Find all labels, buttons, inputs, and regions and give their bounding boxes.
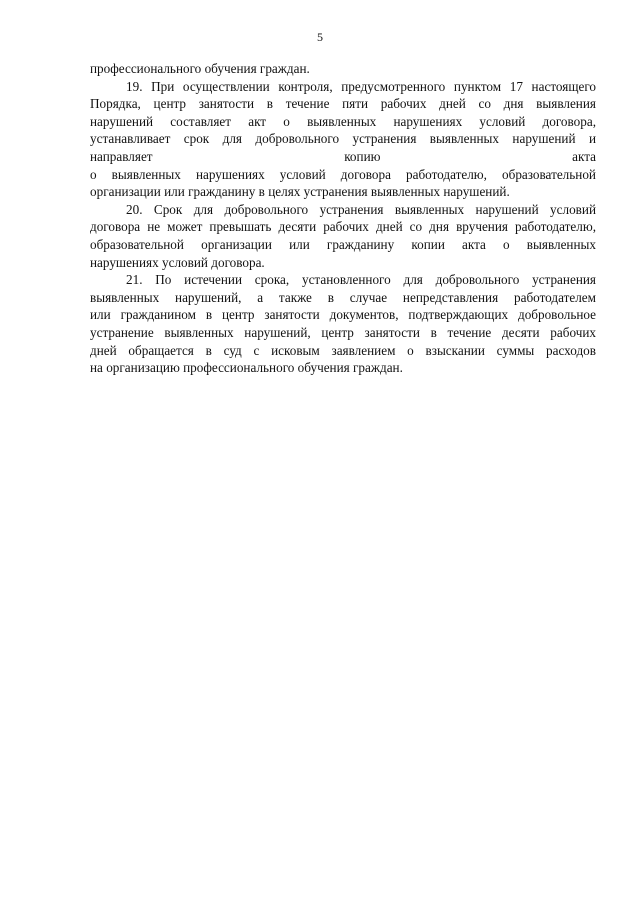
text-line: образовательной организации или гражданину копии акта о выявленных bbox=[90, 236, 596, 252]
text-line: или гражданином в центр занятости документов, подтверждающих добровольное bbox=[90, 307, 596, 323]
page-number: 5 bbox=[317, 30, 323, 44]
text-line: дней обращается в суд с исковым заявлением о взыскании суммы расходов bbox=[90, 342, 596, 358]
text-line: выявленных нарушений, а также в случае непредставления работодателем bbox=[90, 289, 596, 305]
text-line: нарушениях условий договора. bbox=[90, 254, 265, 270]
text-line: на организацию профессионального обучения граждан. bbox=[90, 360, 403, 376]
text-line: Порядка, центр занятости в течение пяти рабочих дней со дня выявления bbox=[90, 96, 596, 112]
text-line: нарушений составляет акт о выявленных нарушениях условий договора, bbox=[90, 113, 596, 129]
text-line: 19. При осуществлении контроля, предусмотренного пунктом 17 настоящего bbox=[126, 78, 596, 94]
text-line: о выявленных нарушениях условий договора работодателю, образовательной bbox=[90, 166, 596, 182]
text-line: устанавливает срок для добровольного устранения выявленных нарушений и bbox=[90, 131, 596, 147]
text-line: 20. Срок для добровольного устранения выявленных нарушений условий bbox=[126, 201, 596, 217]
text-line: 21. По истечении срока, установленного для добровольного устранения bbox=[126, 272, 596, 288]
text-line: направляет копию акта bbox=[90, 148, 596, 164]
document-body bbox=[90, 60, 596, 377]
text-line: договора не может превышать десяти рабочих дней со дня вручения работодателю, bbox=[90, 219, 596, 235]
text-line: профессионального обучения граждан. bbox=[90, 61, 310, 76]
text-line: организации или гражданину в целях устранения выявленных нарушений. bbox=[90, 184, 510, 200]
text-line: устранение выявленных нарушений, центр занятости в течение десяти рабочих bbox=[90, 324, 596, 340]
